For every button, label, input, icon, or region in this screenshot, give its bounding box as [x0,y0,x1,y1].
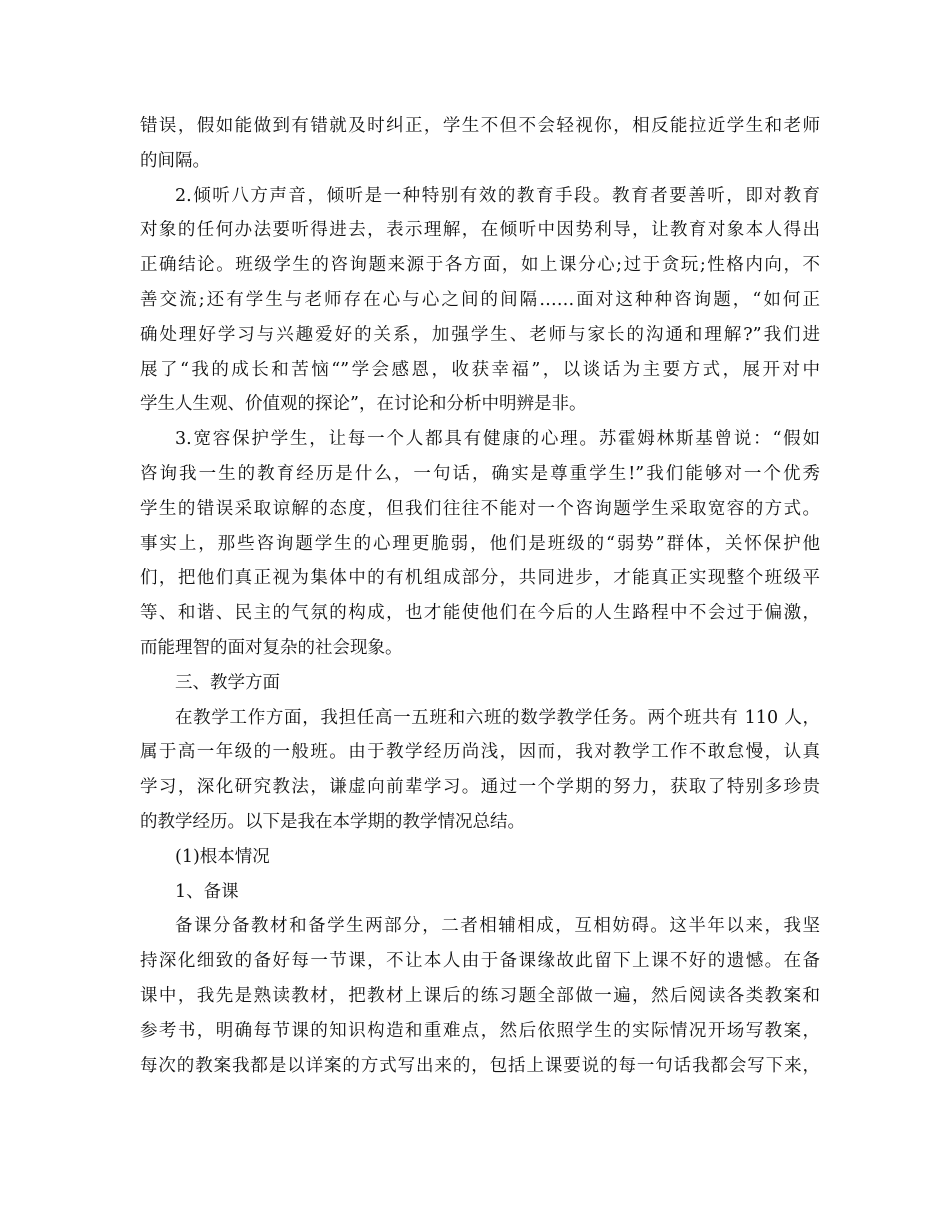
text-line: 课中，我先是熟读教材，把教材上课后的练习题全部做一遍，然后阅读各类教案和 [140,985,820,1006]
text-line: 的间隔。 [140,150,210,171]
text-line: 对象的任何办法要听得进去，表示理解，在倾听中因势利导，让教育对象本人得出 [140,220,820,241]
text-line: 参考书，明确每节课的知识构造和重难点，然后依照学生的实际情况开场写教案， [140,1020,820,1041]
text-line: 错误，假如能做到有错就及时纠正，学生不但不会轻视你，相反能拉近学生和老师 [140,116,820,136]
text-line: 学生人生观、价值观的探论”，在讨论和分析中明辨是非。 [140,394,587,415]
text-line: 事实上，那些咨询题学生的心理更脆弱，他们是班级的“弱势”群体，关怀保护他 [140,533,820,554]
text-line: 学生的错误采取谅解的态度，但我们往往不能对一个咨询题学生采取宽容的方式。 [140,498,820,519]
text-line: 的教学经历。以下是我在本学期的教学情况总结。 [140,811,525,832]
text-line: 咨询我一生的教育经历是什么，一句话，确实是尊重学生!”我们能够对一个优秀 [140,463,820,484]
text-line: 善交流;还有学生与老师存在心与心之间的间隔……面对这种种咨询题，“如何正 [140,289,820,310]
text-line: 学习，深化研究教法，谦虚向前辈学习。通过一个学期的努力，获取了特别多珍贵 [140,777,820,798]
text-line: 2.倾听八方声音，倾听是一种特别有效的教育手段。教育者要善听，即对教育 [175,185,820,206]
text-line: 三、教学方面 [175,672,280,693]
text-line: 1、备课 [175,881,239,902]
text-line: 确处理好学习与兴趣爱好的关系，加强学生、老师与家长的沟通和理解?”我们进 [140,324,820,345]
text-line: 每次的教案我都是以详案的方式写出来的，包括上课要说的每一句话我都会写下来， [140,1055,820,1076]
text-line: 在教学工作方面，我担任高一五班和六班的数学教学任务。两个班共有 110 人， [175,707,820,728]
text-line: 备课分备教材和备学生两部分，二者相辅相成，互相妨碍。这半年以来，我坚 [175,916,820,937]
document-body [140,109,820,1083]
text-line: 正确结论。班级学生的咨询题来源于各方面，如上课分心;过于贪玩;性格内向，不 [140,255,820,276]
text-line: 3.宽容保护学生，让每一个人都具有健康的心理。苏霍姆林斯基曾说：“假如 [175,429,820,450]
text-line: 们，把他们真正视为集体中的有机组成部分，共同进步，才能真正实现整个班级平 [140,568,820,589]
text-line: 属于高一年级的一般班。由于教学经历尚浅，因而，我对教学工作不敢怠慢，认真 [140,742,820,763]
text-line: (1)根本情况 [175,846,270,867]
text-line: 持深化细致的备好每一节课，不让本人由于备课缘故此留下上课不好的遗憾。在备 [140,951,820,972]
text-line: 等、和谐、民主的气氛的构成，也才能使他们在今后的人生路程中不会过于偏激， [140,603,820,624]
text-line: 展了“我的成长和苦恼“”学会感恩，收获幸福”，以谈话为主要方式，展开对中 [140,359,820,380]
text-line: 而能理智的面对复杂的社会现象。 [140,637,403,658]
